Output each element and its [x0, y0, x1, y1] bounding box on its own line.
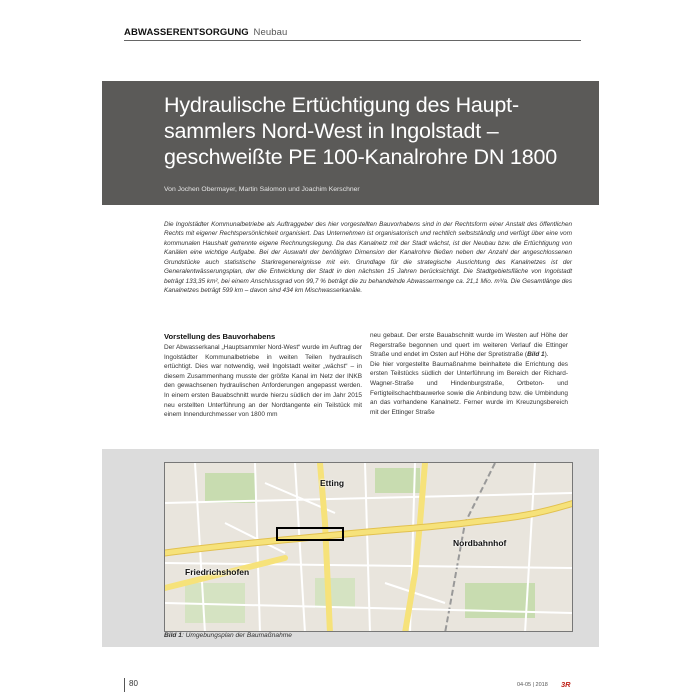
- map-green-area: [205, 473, 255, 503]
- article-abstract: Die Ingolstädter Kommunalbetriebe als Auftraggeber des hier vorgestellten Bauvorhabens sind in der Rechtsform einer Anstalt des öffentlichen Rechts mit eigener Rechtspersönlichkeit organisiert. Das Unternehmen ist organisatorisch und rechtlich selbstständig und verfügt über eine vom kommunalen Haushalt getrennte eigene Rechnungslegung. Da das Kanalnetz mit der Stadt wächst, ist der Neubau bzw. die Ertüchtigung von Kanälen eine wichtige Aufgabe. Bei der Auswahl der benötigten Dimension der Kanalrohre fließen neben der Anzahl der angeschlossenen Grundstücke auch statistische Starkregenereignisse mit ein. Grundlage für die strategische Ausrichtung des Kanalnetzes ist der Generalentwässerungsplan, der die Entwicklung der Stadt in den nächsten 15 Jahren berücksichtigt. Die Stadtgebietsfläche von Ingolstadt beträgt 133,35 km², bei einem Anschlussgrad von 99,7 % beträgt die zu behandelnde Abwassermenge ca. 21,1 Mio. m³/a. Die Gesamtlänge des Kanalnetzes beträgt 599 km – davon sind 434 km Mischwasserkanäle.: [164, 221, 572, 295]
- footer-divider: [124, 678, 125, 692]
- issue-number: 04-05 | 2018: [517, 682, 548, 688]
- section-heading: Vorstellung des Bauvorhabens: [164, 332, 276, 341]
- col2-text-b: ).: [544, 351, 549, 359]
- figure-reference: Bild 1: [527, 351, 545, 359]
- column-left-text: Der Abwasserkanal „Hauptsammler Nord-West“ wurde im Auftrag der Ingolstädter Kommunalbetriebe in weiten Teilen hydraulisch ertüchtigt. Dies war notwendig, weil Ingolstadt weiter „wächst“ – in diesem Zusammenhang musste der größte Kanal im Netz der INKB den gewachsenen hydraulischen Anforderungen angepasst werden. In einem ersten Bauabschnitt wurde hierzu südlich der im Jahr 2015 neu erstellten Unterführung an der Nordtangente ein Teilstück mit einem Innendurchmesser von 1800 mm: [164, 344, 362, 419]
- figure-panel: [102, 449, 599, 647]
- figure-caption: [164, 632, 292, 639]
- map-green-area: [315, 578, 355, 608]
- caption-text: : Umgebungsplan der Baumaßnahme: [181, 632, 292, 639]
- caption-reference: Bild 1: [164, 632, 182, 639]
- page-number: 80: [129, 679, 138, 688]
- article-authors: Von Jochen Obermayer, Martin Salomon und Joachim Kerschner: [164, 186, 360, 193]
- col2-text-a: neu gebaut. Der erste Bauabschnitt wurde im Westen auf Höhe der Regerstraße begonnen und quert im weiteren Verlauf die Ettinger Straße und endet im Osten auf Höhe der Spretistraße (: [370, 332, 568, 359]
- map-label-nordbahnhof: Nordbahnhof: [453, 538, 507, 548]
- map-label-etting: Etting: [320, 478, 345, 488]
- column-right: [370, 331, 568, 417]
- site-map: [164, 462, 573, 632]
- map-graphic: [165, 463, 573, 632]
- column-left: [164, 332, 362, 420]
- running-header: [124, 27, 581, 41]
- column-right-paragraph-1: [370, 331, 568, 360]
- header-section: ABWASSERENTSORGUNG: [124, 27, 249, 38]
- map-label-friedrichshofen: Friedrichshofen: [185, 567, 250, 577]
- journal-logo: 3R: [561, 680, 571, 689]
- article-title: Hydraulische Ertüchtigung des Haupt-sammlers Nord-West in Ingolstadt – geschweißte PE 100-Kanalrohre DN 1800: [164, 93, 557, 169]
- column-right-paragraph-2: Die hier vorgestellte Baumaßnahme beinhaltete die Errichtung des ersten Teilstücks südlich der Unterführung im Bereich der Richard-Wagner-Straße und Hindenburgstraße, Ortbeton- und Fertigteilschachtbauwerke sowie die Anbindung bzw. die Umbindung an das vorhandene Kanalnetz. Ferner wurde im Kreuzungsbereich mit der Ettinger Straße: [370, 360, 568, 416]
- header-subsection: Neubau: [253, 27, 288, 38]
